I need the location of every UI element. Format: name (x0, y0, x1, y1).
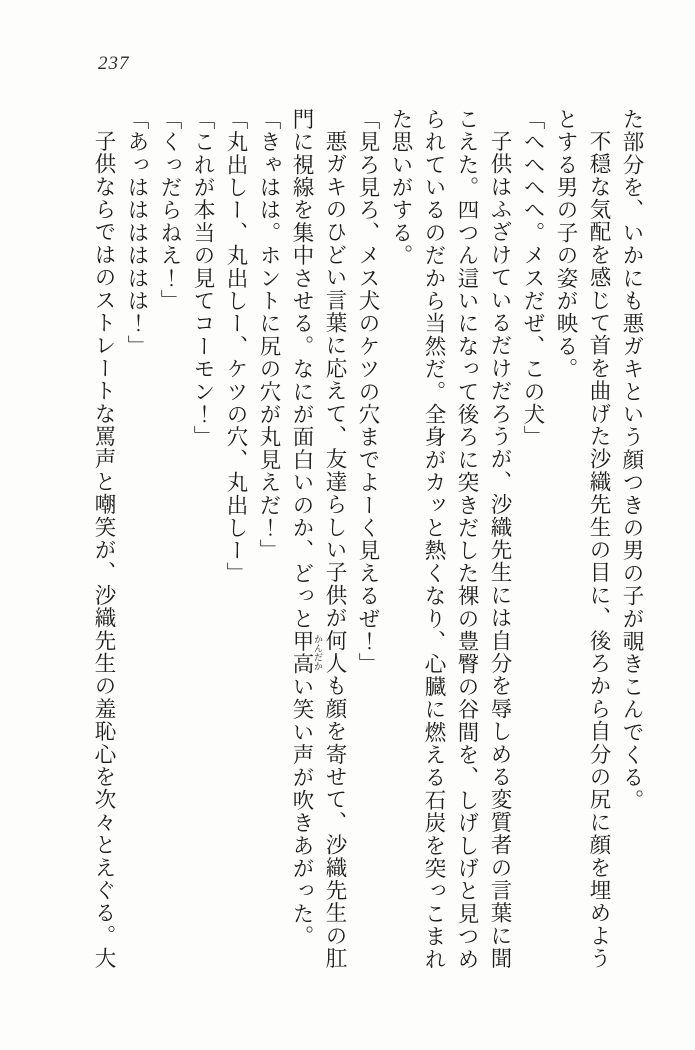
paragraph: 「あっはははははは！」 (125, 108, 149, 358)
paragraph: 不穏な気配を感じて首を曲げた沙織先生の目に、後ろから自分の尻に顔を埋めようとする男の子の姿が映る。 (554, 108, 611, 970)
paragraph: 「丸出しー、丸出しー、ケツの穴、丸出しー」 (224, 108, 248, 585)
paragraph: 「これが本当の見てコーモン！」 (191, 108, 215, 449)
page-number: 237 (98, 53, 130, 74)
paragraph: 子供はふざけているだけだろうが、沙織先生には自分を辱しめる変質者の言葉に聞こえた。四つん這いになって後ろに突きだした裸の豊臀の谷間を、しげしげと見つめられているのだから当然だ。全身がカッと熱くなり、心臓に燃える石炭を突っこまれた思いがする。 (389, 108, 512, 971)
paragraph: 「くっだらねえ！」 (158, 108, 182, 313)
furigana-annotation: 甲高 かんだか (290, 630, 323, 676)
paragraph: た部分を、いかにも悪ガキという顔つきの男の子が覗きこんでくる。 (620, 108, 644, 812)
vertical-text-block (87, 108, 648, 974)
paragraph: 子供ならではのストレートな罵声と嘲笑が、沙織先生の羞恥心を次々とえぐる。大 (92, 129, 116, 970)
paragraph: 「へへへへ。メスだぜ、この犬」 (521, 108, 545, 449)
paragraph: 「きゃはは。ホントに尻の穴が丸見えだ！」 (257, 108, 281, 562)
paragraph: 「見ろ見ろ、メス犬のケツの穴までよーく見えるぜ！」 (356, 108, 380, 676)
paragraph: 悪ガキのひどい言葉に応えて、友達らしい子供が何人も顔を寄せて、沙織先生の肛門に視線を集中させる。なにが面白いのか、どっと甲高 かんだかい笑い声が吹きあがった。 (290, 108, 347, 970)
